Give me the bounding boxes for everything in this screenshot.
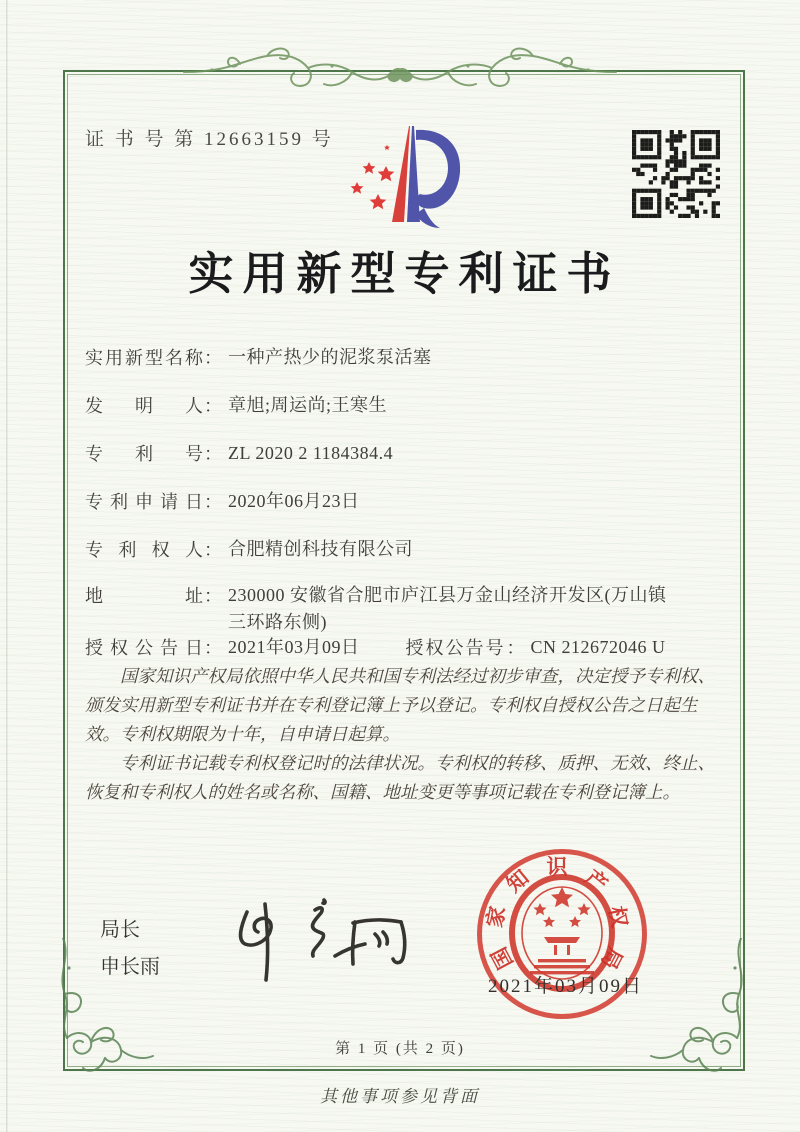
seal-char: 国 bbox=[486, 943, 518, 974]
field-value: ZL 2020 2 1184384.4 bbox=[228, 443, 394, 463]
qr-code-icon bbox=[632, 130, 720, 218]
commissioner-name: 申长雨 bbox=[100, 956, 160, 978]
legal-text bbox=[85, 662, 723, 807]
page-number: 第 1 页 (共 2 页) bbox=[335, 1041, 465, 1057]
field-colon: ： bbox=[506, 638, 525, 658]
commissioner-title: 局长 bbox=[100, 919, 140, 941]
field-colon: ： bbox=[204, 638, 222, 658]
field-label: 授权公告号 bbox=[405, 638, 506, 658]
field-label: 授权公告日 bbox=[85, 638, 203, 658]
grant-date-value: 2021年03月09日 bbox=[228, 637, 360, 657]
grant-number-value: CN 212672046 U bbox=[530, 637, 666, 657]
legal-paragraph-1: 国家知识产权局依照中华人民共和国专利法经过初步审查，决定授予专利权、颁发实用新型专利证书并在专利登记簿上予以登记。专利权自授权公告之日起生效。专利权期限为十年，自申请日起算。 bbox=[85, 666, 715, 744]
certificate-title: 实用新型专利证书 bbox=[188, 249, 621, 299]
field-value: 一种产热少的泥浆泵活塞 bbox=[228, 347, 432, 367]
seal-char: 知 bbox=[501, 865, 534, 897]
field-row-filing-date bbox=[85, 488, 360, 515]
field-label: 专利申请日 bbox=[85, 492, 203, 512]
field-label: 地址 bbox=[85, 586, 203, 606]
field-colon: ： bbox=[204, 348, 222, 368]
legal-paragraph-2: 专利证书记载专利权登记时的法律状况。专利权的转移、质押、无效、终止、恢复和专利权人的姓名或名称、国籍、地址变更等事项记载在专利登记簿上。 bbox=[85, 753, 715, 802]
field-colon: ： bbox=[204, 586, 222, 606]
field-row-patentee bbox=[85, 536, 413, 563]
seal-char: 产 bbox=[580, 865, 613, 897]
field-colon: ： bbox=[204, 444, 222, 464]
field-row-address bbox=[85, 582, 680, 636]
field-value: 230000 安徽省合肥市庐江县万金山经济开发区(万山镇三环路东侧) bbox=[228, 585, 667, 632]
field-value: 合肥精创科技有限公司 bbox=[228, 539, 413, 559]
field-label: 专利号 bbox=[85, 444, 203, 464]
field-row-grant bbox=[85, 634, 666, 661]
seal-char: 家 bbox=[482, 904, 511, 930]
seal-char: 局 bbox=[596, 943, 628, 974]
field-value: 2020年06月23日 bbox=[228, 491, 360, 511]
field-colon: ： bbox=[204, 492, 222, 512]
scan-paper-edge bbox=[6, 0, 8, 1132]
seal-char: 权 bbox=[603, 904, 632, 930]
field-row-inventor bbox=[85, 392, 387, 419]
field-label: 发明人 bbox=[85, 396, 203, 416]
field-colon: ： bbox=[204, 540, 222, 560]
seal-date: 2021年03月09日 bbox=[488, 976, 644, 997]
other-matters-note: 其他事项参见背面 bbox=[320, 1087, 480, 1106]
field-label: 专利权人 bbox=[85, 540, 203, 560]
field-row-patent-no bbox=[85, 440, 393, 467]
grant-number-group bbox=[406, 634, 666, 661]
commissioner-block bbox=[100, 912, 160, 986]
seal-char: 识 bbox=[546, 855, 568, 879]
field-value: 章旭;周运尚;王寒生 bbox=[228, 395, 388, 415]
certificate-number: 证 书 号 第 12663159 号 bbox=[85, 129, 334, 150]
field-colon: ： bbox=[204, 396, 222, 416]
field-label: 实用新型名称 bbox=[85, 348, 203, 368]
shen-changyu-signature-icon bbox=[225, 882, 425, 992]
field-row-name bbox=[85, 344, 432, 371]
